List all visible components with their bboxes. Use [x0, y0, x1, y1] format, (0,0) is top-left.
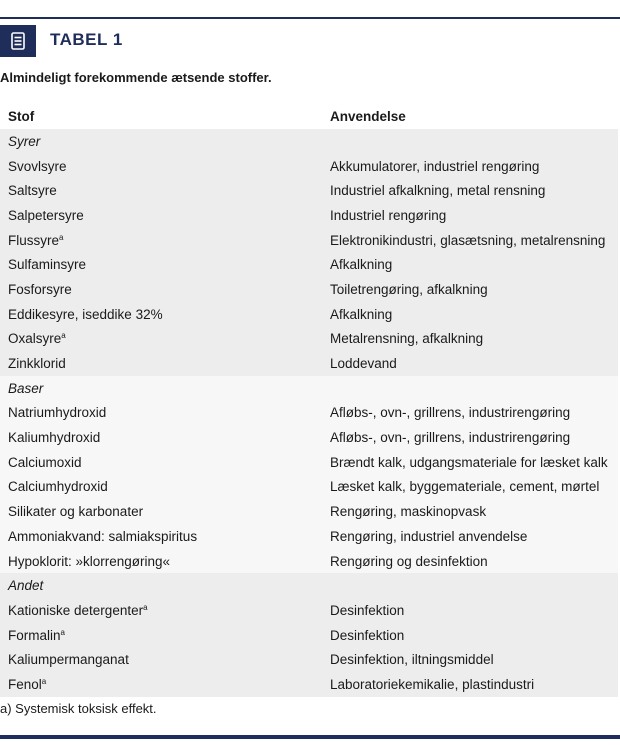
group-heading: Andet: [8, 578, 44, 594]
table-row: [0, 450, 618, 475]
cell-anvendelse: Afkalkning: [330, 257, 393, 273]
cell-anvendelse: Loddevand: [330, 356, 397, 372]
stof-name: Ammoniakvand: salmiakspiritus: [8, 528, 198, 544]
cell-stof: [0, 549, 320, 574]
table-row: [0, 475, 618, 500]
cell-stof: [0, 598, 320, 623]
table-row: [0, 351, 618, 376]
cell-stof: [0, 351, 320, 376]
stof-name: Fosforsyre: [8, 281, 72, 297]
stof-name: Fenol: [8, 676, 42, 692]
cell-stof: [0, 475, 320, 500]
cell-anvendelse: Industriel rengøring: [330, 207, 447, 223]
group-heading: Syrer: [8, 133, 41, 149]
table-row: [0, 647, 618, 672]
table-title: TABEL 1: [50, 30, 123, 49]
cell-anvendelse: Industriel afkalkning, metal rensning: [330, 183, 546, 199]
table-row: [0, 672, 618, 697]
column-header-anvendelse: Anvendelse: [320, 104, 618, 129]
stof-name: Formalin: [8, 627, 61, 643]
cell-stof: [0, 623, 320, 648]
cell-stof: [0, 302, 320, 327]
group-andet: [0, 573, 618, 696]
cell-anvendelse: Akkumulatorer, industriel rengøring: [330, 158, 540, 174]
group-heading-row: [0, 129, 618, 154]
stof-name: Natriumhydroxid: [8, 405, 107, 421]
cell-stof: [0, 327, 320, 352]
cell-anvendelse: Toiletrengøring, afkalkning: [330, 281, 488, 297]
stof-name: Kaliumpermanganat: [8, 652, 129, 668]
footnote-marker: a: [61, 331, 66, 341]
cell-stof: [0, 178, 320, 203]
cell-stof: [0, 154, 320, 179]
footnote: a) Systemisk toksisk effekt.: [0, 701, 157, 716]
cell-stof: [0, 252, 320, 277]
column-header-stof: Stof: [0, 104, 320, 129]
cell-anvendelse: Rengøring, maskinopvask: [330, 504, 487, 520]
group-baser: [0, 376, 618, 574]
footnote-marker: a: [41, 676, 47, 686]
cell-anvendelse: Rengøring og desinfektion: [330, 553, 488, 569]
stof-name: Zinkklorid: [8, 356, 66, 372]
group-syrer: [0, 129, 618, 376]
table-header: [0, 19, 620, 63]
cell-anvendelse: Desinfektion: [330, 627, 405, 643]
table-row: [0, 178, 618, 203]
stof-name: Oxalsyre: [8, 331, 62, 347]
stof-name: Kaliumhydroxid: [8, 430, 101, 446]
table-row: [0, 499, 618, 524]
cell-stof: [0, 499, 320, 524]
cell-anvendelse: Læsket kalk, byggemateriale, cement, mørtel: [330, 479, 600, 495]
cell-anvendelse: Elektronikindustri, glasætsning, metalrensning: [330, 232, 606, 248]
stof-name: Eddikesyre, iseddike 32%: [8, 306, 163, 322]
footnote-marker: a: [60, 627, 65, 637]
cell-stof: [0, 203, 320, 228]
cell-stof: [0, 277, 320, 302]
table-row: [0, 524, 618, 549]
stof-name: Sulfaminsyre: [8, 257, 87, 273]
bottom-rule: [0, 735, 620, 739]
stof-name: Flussyre: [8, 232, 60, 248]
stof-name: Silikater og karbonater: [8, 504, 144, 520]
group-heading-row: [0, 573, 618, 598]
substances-table: [0, 104, 618, 697]
stof-name: Salpetersyre: [8, 207, 84, 223]
table-row: [0, 425, 618, 450]
cell-anvendelse: Desinfektion, iltningsmiddel: [330, 652, 494, 668]
stof-name: Saltsyre: [8, 183, 57, 199]
stof-name: Calciumoxid: [8, 454, 82, 470]
cell-anvendelse: Rengøring, industriel anvendelse: [330, 528, 528, 544]
stof-name: Svovlsyre: [8, 158, 67, 174]
cell-stof: [0, 425, 320, 450]
cell-anvendelse: Brændt kalk, udgangsmateriale for læsket kalk: [330, 454, 608, 470]
stof-name: Kationiske detergenter: [8, 602, 144, 618]
table-row: [0, 203, 618, 228]
table-row: [0, 598, 618, 623]
table-row: [0, 623, 618, 648]
cell-stof: [0, 450, 320, 475]
cell-anvendelse: Metalrensning, afkalkning: [330, 331, 484, 347]
cell-anvendelse: Afløbs-, ovn-, grillrens, industrirengøring: [330, 405, 571, 421]
stof-name: Hypoklorit: »klorrengøring«: [8, 553, 171, 569]
column-header-row: [0, 104, 618, 129]
table-row: [0, 401, 618, 426]
table-row: [0, 549, 618, 574]
cell-stof: [0, 401, 320, 426]
cell-stof: [0, 647, 320, 672]
document-list-icon: [0, 25, 36, 57]
cell-stof: [0, 672, 320, 697]
table-row: [0, 327, 618, 352]
table-row: [0, 302, 618, 327]
table-row: [0, 277, 618, 302]
cell-stof: [0, 524, 320, 549]
cell-stof: [0, 228, 320, 253]
footnote-marker: a: [143, 602, 148, 612]
table-row: [0, 228, 618, 253]
stof-name: Calciumhydroxid: [8, 479, 108, 495]
cell-anvendelse: Laboratoriekemikalie, plastindustri: [330, 676, 535, 692]
group-heading: Baser: [8, 380, 44, 396]
cell-anvendelse: Desinfektion: [330, 602, 405, 618]
group-heading-row: [0, 376, 618, 401]
table-row: [0, 252, 618, 277]
table-caption: Almindeligt forekommende ætsende stoffer.: [0, 70, 272, 85]
table-row: [0, 154, 618, 179]
cell-anvendelse: Afløbs-, ovn-, grillrens, industrirengøring: [330, 430, 571, 446]
footnote-marker: a: [59, 232, 64, 242]
cell-anvendelse: Afkalkning: [330, 306, 393, 322]
